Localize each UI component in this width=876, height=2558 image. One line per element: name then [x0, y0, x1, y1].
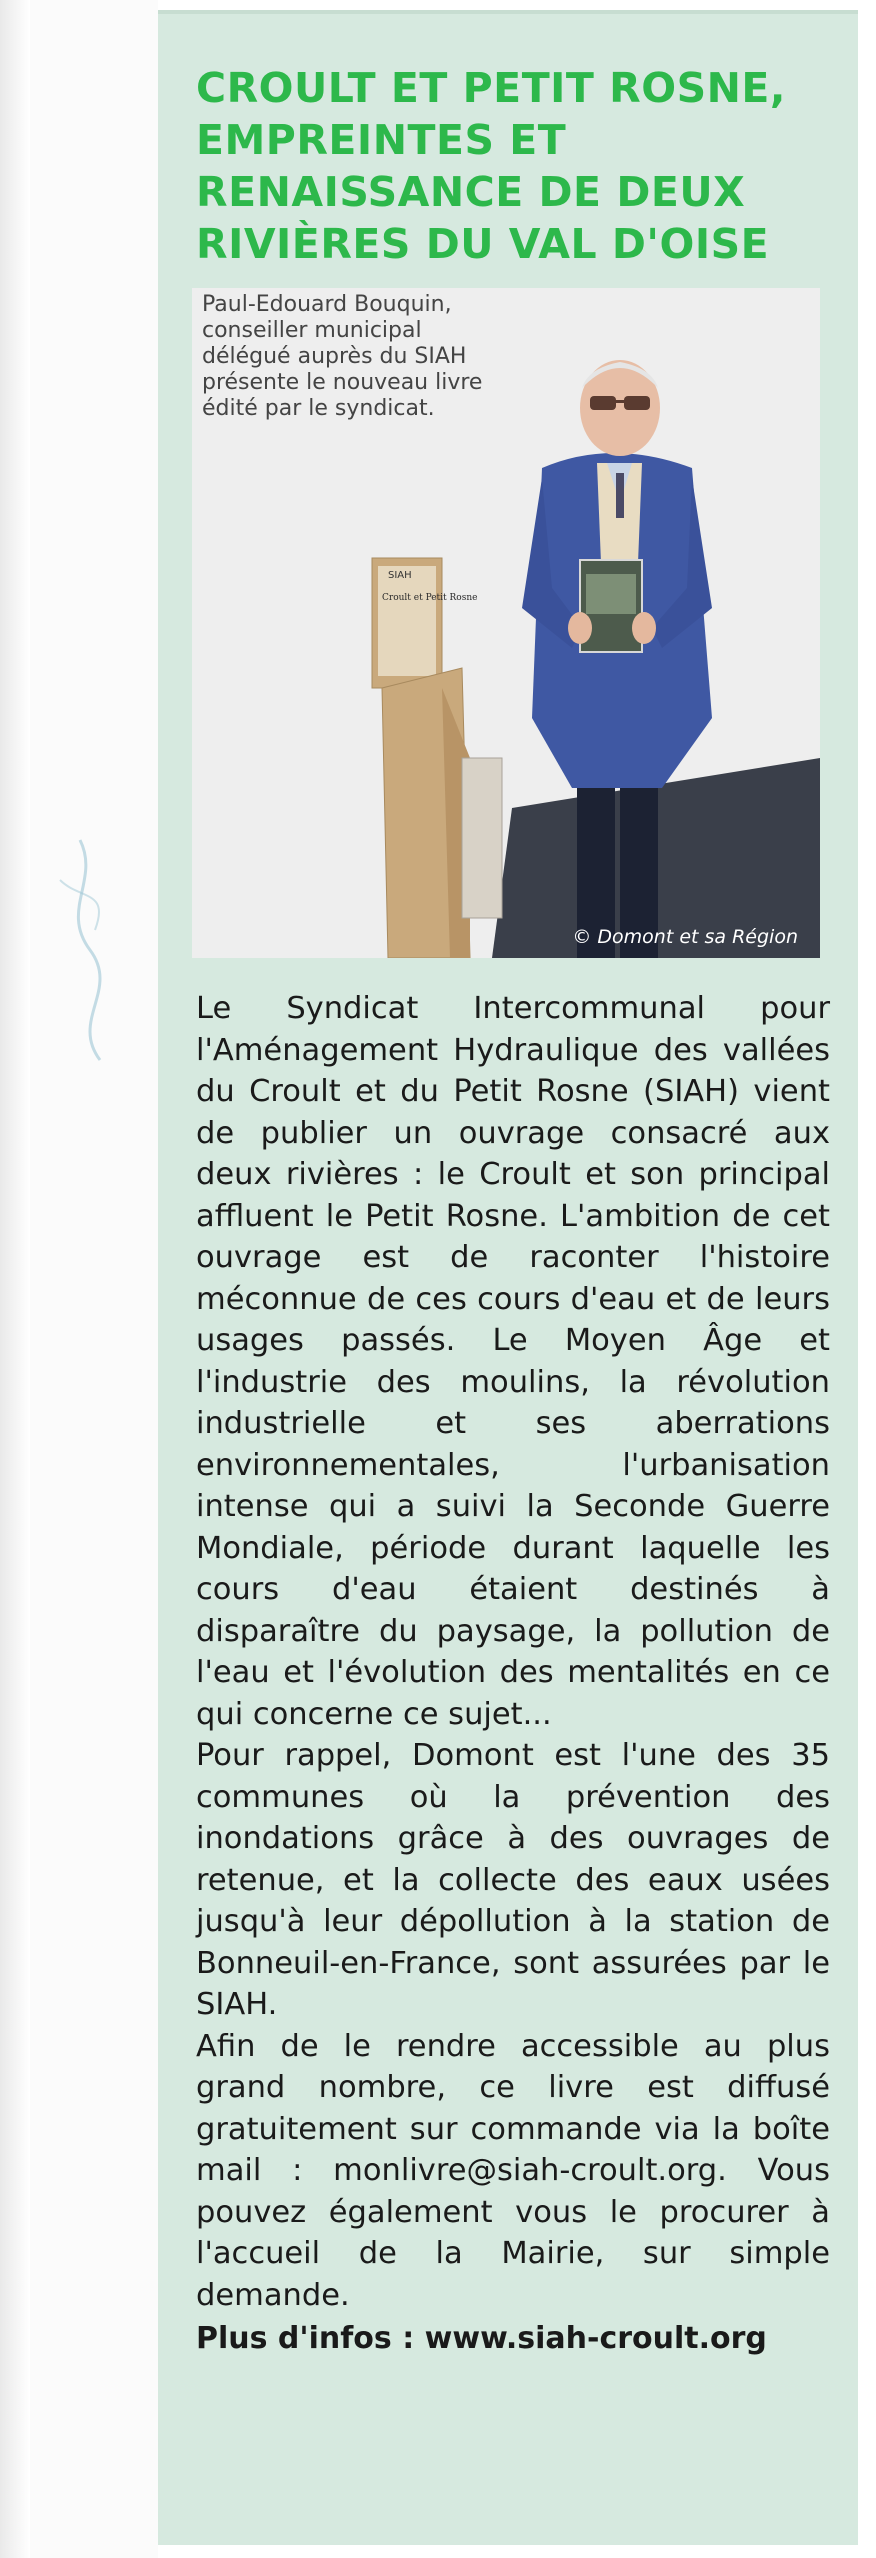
more-info-link[interactable]: Plus d'infos : www.siah-croult.org — [196, 2321, 767, 2356]
svg-text:SIAH: SIAH — [388, 570, 412, 581]
photo-caption: Paul-Edouard Bouquin, conseiller municipal délégué auprès du SIAH présente le nouveau livre édité par le syndicat. — [202, 292, 483, 421]
pen-scribble-mark — [40, 820, 140, 1120]
page-binding-edge — [0, 0, 30, 2558]
photo-credit: © Domont et sa Région — [572, 926, 798, 948]
svg-text:Croult et Petit Rosne: Croult et Petit Rosne — [382, 593, 478, 603]
left-margin — [30, 0, 158, 2558]
article-body — [196, 988, 830, 2316]
body-paragraph-2: Pour rappel, Domont est l'une des 35 communes où la prévention des inondations grâce à des ouvrages de retenue, et la collecte des eaux usées jusqu'à leur dépollution à la station de Bonneuil-en-France, sont assurées par le SIAH. — [196, 1738, 830, 2022]
body-paragraph-3: Afin de le rendre accessible au plus grand nombre, ce livre est diffusé gratuitement sur commande via la boîte mail : monlivre@siah-croult.org. Vous pouvez également vous le procurer à l'accueil de la Mairie, sur simple demande. — [196, 2028, 830, 2313]
article-headline: CROULT ET PETIT ROSNE, EMPREINTES ET RENAISSANCE DE DEUX RIVIÈRES DU VAL D'OISE — [196, 64, 787, 268]
article-column — [158, 10, 858, 2545]
panel-top-rule — [158, 10, 858, 14]
article-photo — [192, 288, 820, 958]
body-paragraph-1: Le Syndicat Intercommunal pour l'Aménagement Hydraulique des vallées du Croult et du Petit Rosne (SIAH) vient de publier un ouvrage consacré aux deux rivières : le Croult et son principal affluent le Petit Rosne. L'ambition de cet ouvrage est de raconter l'histoire méconnue de ces cours d'eau et de leurs usages passés. Le Moyen Âge et l'industrie des moulins, la révolution industrielle et ses aberrations environnementales, l'urbanisation intense qui a suivi la Seconde Guerre Mondiale, période durant laquelle les cours d'eau étaient destinés à disparaître du paysage, la pollution de l'eau et l'évolution des mentalités en ce qui concerne ce sujet... — [196, 991, 830, 1732]
